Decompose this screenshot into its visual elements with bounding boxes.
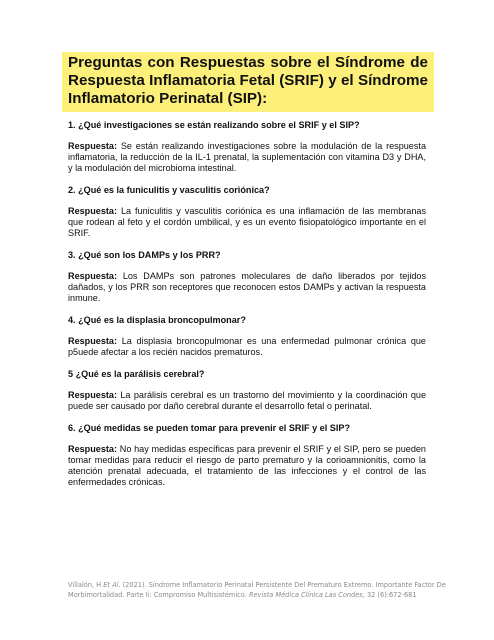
answer-body: Los DAMPs son patrones moleculares de daño liberados por tejidos dañados, y los PRR son receptores que reconocen estos DAMPs y activan la respuesta inmune. xyxy=(68,271,426,303)
citation-footer xyxy=(68,580,446,600)
answer-body: No hay medidas específicas para prevenir el SRIF y el SIP, pero se pueden tomar medidas para reducir el riesgo de parto prematuro y la corioamnionitis, como la atención prenatal adecuada, el tratamiento de las infecciones y el control de las enfermedades crónicas. xyxy=(68,444,426,487)
answer-body: La funiculitis y vasculitis coriónica es una inflamación de las membranas que rodean al feto y el cordón umbilical, y es un evento fisiopatológico importante en el SRIF. xyxy=(68,206,426,238)
citation-journal: Revista Médica Clínica Las Condes xyxy=(248,591,363,599)
answer-text xyxy=(68,336,426,358)
answer-text xyxy=(68,206,426,239)
question-text: 4. ¿Qué es la displasia broncopulmonar? xyxy=(68,315,246,325)
citation-volume-pages: , 32 (6):672-681 xyxy=(362,591,417,599)
citation-line-1 xyxy=(68,580,446,590)
answer-body: La parálisis cerebral es un trastorno del movimiento y la coordinación que puede ser causado por daño cerebral durante el desarrollo fetal o perinatal. xyxy=(68,390,426,411)
question-text: 5 ¿Qué es la parálisis cerebral? xyxy=(68,369,205,379)
answer-text xyxy=(68,141,426,174)
qa-item xyxy=(68,315,426,358)
qa-item xyxy=(68,185,426,239)
answer-label: Respuesta: xyxy=(68,444,118,454)
answer-label: Respuesta: xyxy=(68,390,118,400)
answer-body: Se están realizando investigaciones sobre la modulación de la respuesta inflamatoria, la reducción de la IL-1 prenatal, la suplementación con vitamina D3 y DHA, y la modulación del microbioma intestinal. xyxy=(68,141,426,173)
answer-text xyxy=(68,271,426,304)
answer-text xyxy=(68,444,426,488)
question-text: 2. ¿Qué es la funiculitis y vasculitis coriónica? xyxy=(68,185,270,195)
citation-line-2 xyxy=(68,590,428,600)
title-highlight-box xyxy=(62,52,434,112)
answer-body: La displasia broncopulmonar es una enfermedad pulmonar crónica que p5uede afectar a los recién nacidos prematuros. xyxy=(68,336,426,357)
answer-label: Respuesta: xyxy=(68,336,118,346)
qa-item xyxy=(68,423,426,488)
qa-list xyxy=(68,120,426,500)
question-text: 6. ¿Qué medidas se pueden tomar para prevenir el SRIF y el SIP? xyxy=(68,423,350,433)
question-text: 1. ¿Qué investigaciones se están realizando sobre el SRIF y el SIP? xyxy=(68,120,360,130)
question-text: 3. ¿Qué son los DAMPs y los PRR? xyxy=(68,250,221,260)
qa-item xyxy=(68,120,426,174)
citation-authors: Villalón, H xyxy=(68,581,102,589)
citation-title-cont: Morbimortalidad. Parte Ii: Compromiso Multisistémico. xyxy=(68,591,249,599)
citation-year-title: . (2021). Síndrome Inflamatorio Perinatal Persistente Del Prematuro Extremo. Importante Factor De xyxy=(118,581,446,589)
answer-label: Respuesta: xyxy=(68,141,118,151)
citation-et-al: Et Al xyxy=(103,581,119,589)
answer-label: Respuesta: xyxy=(68,206,118,216)
document-title: Preguntas con Respuestas sobre el Síndrome de Respuesta Inflamatoria Fetal (SRIF) y el Síndrome Inflamatorio Perinatal (SIP): xyxy=(68,54,428,107)
qa-item xyxy=(68,369,426,412)
answer-label: Respuesta: xyxy=(68,271,118,281)
qa-item xyxy=(68,250,426,304)
answer-text xyxy=(68,390,426,412)
